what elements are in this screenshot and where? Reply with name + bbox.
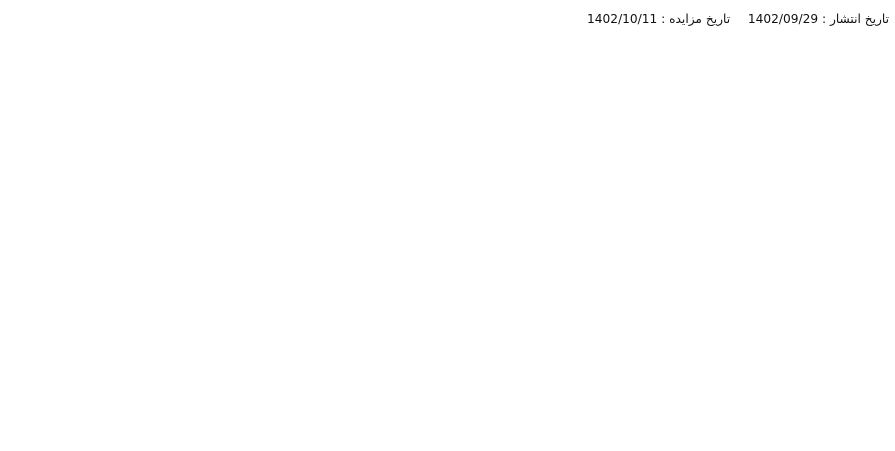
publish-date-value: 1402/09/29 — [747, 12, 819, 26]
publish-date-label: تاریخ انتشار : — [821, 12, 889, 26]
notice-dates — [6, 10, 889, 29]
auction-date-value: 1402/10/11 — [587, 12, 658, 26]
auction-date-label: تاریخ مزایده : — [661, 12, 731, 26]
